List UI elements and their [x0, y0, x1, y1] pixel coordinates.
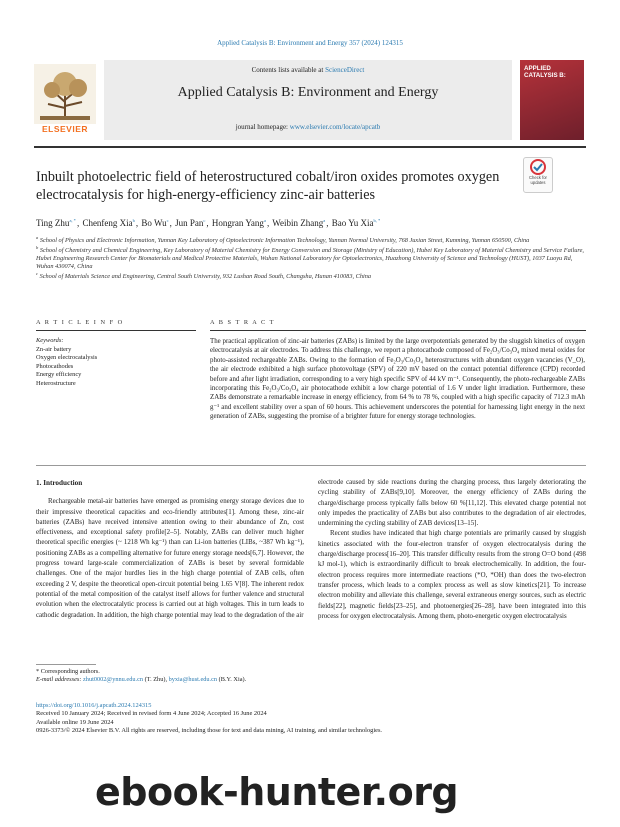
publication-footer: [36, 702, 586, 736]
email-line: E-mail addresses: zhut0002@ynnu.edu.cn (T. Zhu), byxia@hust.edu.cn (B.Y. Xia).: [36, 676, 247, 684]
article-title: Inbuilt photoelectric field of heterostructured cobalt/iron oxides promotes oxygen electrocatalysis for high-energy-efficiency zinc-air batteries: [36, 169, 500, 203]
affiliation: $^a$ School of Physics and Electronic Information, Yunnan Key Laboratory of Optoelectronic Information Technology, Yunnan Normal University, 768 Juxian Street, Kunming, Yunnan 650500, China: [36, 234, 530, 244]
paragraph: electrode caused by side reactions during the charging process, thus largely deteriorating the cycling stability of ZABs[9,10]. Moreover, the energy efficiency of ZABs during the charge/discharge process typically falls below 60 %[11,12]. This elevated charge potential not only impedes the practicality of ZABs but also contributes to the degradation of air electrodes, undermining the cycling stability of ZAB devices[13–15].: [318, 479, 586, 528]
author[interactable]: Ting Zhu$^{a, *}$: [36, 218, 76, 228]
author[interactable]: Jun Pan$^c$: [175, 218, 206, 228]
paragraph: Recent studies have indicated that high charge potentials are primarily caused by sluggish kinetics associated with the four-electron transfer of oxygen electrocatalysis during the charge/discharge process[16–20]. This transfer difficulty results from the strong O=O bond (498 kJ mol-1), which is extraordinarily difficult to break electrochemically. In addition, the four-electron process requires more intermediate reactions (*O, *OH) than does the two-electron transfer process, which leads to a complex process as well as slow kinetics[21]. To increase electron mobility and alleviate this challenge, several extraneous energy sources, such as electric fields[22], magnetic fields[23–25], and photoenergies[26–28], have been integrated into this process for oxygen electrocatalysis. Among them, photo-energetic oxygen electrocatalysis: [318, 530, 586, 620]
header-divider: [34, 146, 586, 148]
homepage-prefix: journal homepage:: [235, 123, 290, 131]
email-link[interactable]: zhut0002@ynnu.edu.cn: [83, 676, 144, 684]
abstract-label: A B S T R A C T: [210, 319, 276, 326]
section-heading: 1. Introduction: [36, 479, 83, 487]
keyword: Zn-air battery: [36, 346, 72, 353]
footnote-divider: [36, 664, 96, 665]
body-column-right: [318, 478, 586, 622]
homepage-link[interactable]: www.elsevier.com/locate/apcatb: [289, 123, 381, 131]
affiliation: $^c$ School of Materials Science and Engineering, Central South University, 932 Lushan Road South, Changsha, Hunan 410083, China: [36, 270, 372, 280]
affiliation: $^b$ School of Chemistry and Chemical Engineering, Key Laboratory of Material Chemistry for Energy Conversion and Storage (Ministry of Education), Hubei Key Laboratory of Material Chemistry and Service Failure, Hubei Engineering Research Center for Biomaterials and Medical Protective Materials, Wuhan National Laboratory for Optoelectronics, Huazhong University of Science and Technology (HUST), 1037 Luoyu Rd, Wuhan 430074, China: [36, 244, 584, 271]
journal-title: Applied Catalysis B: Environment and Energy: [177, 85, 439, 100]
abstract-text: The practical application of zinc-air batteries (ZABs) is limited by the large overpotentials generated by the sluggish kinetics of oxygen electrocatalysis at air electrodes. To address this challenge, we report a photocathode composed of Fe₂O₃/Co₃O₄ mixed metal oxides for photo-assisted rechargeable ZABs. Owing to the formation of Fe₂O₃/Co₃O₄ heterostructures with abundant oxygen vacancies (V_O), the air electrode exhibited a high surface photovoltage (SPV) of 220 mV based on the contact potential difference (CPD) recorded before and after light irradiation, corresponding to a very high specific SPV of 44 kV m⁻¹. Consequently, the photo-rechargeable ZABs incorporating this Fe₂O₃/Co₃O₄ air photocathode exhibit a low charge potential of 1.6 V under light irradiation. Furthermore, these ZABs demonstrate a remarkable increase in energy efficiency, from 64 % to 78 %, coupled with a high specific capacity of 712.3 mAh g⁻¹ and excellent stability over a span of 60 hours. This achievement underscores the potential for harnessing light energy in the next generation of ZABs, suggesting the promise of a brighter future for energy storage technologies.: [210, 338, 585, 421]
available-date: Available online 19 June 2024: [36, 718, 114, 726]
author[interactable]: Chenfeng Xia$^b$: [82, 218, 135, 228]
author[interactable]: Hongran Yang$^a$: [211, 218, 266, 228]
abstract-divider: [210, 330, 586, 331]
keyword: Heterostructure: [36, 379, 76, 387]
author[interactable]: Bao Yu Xia$^{b, *}$: [331, 218, 381, 228]
author[interactable]: Bo Wu$^c$: [141, 218, 169, 228]
article-info-label: A R T I C L E I N F O: [36, 319, 124, 326]
homepage-line: [104, 123, 512, 131]
elsevier-tree-logo: [34, 64, 96, 124]
check-updates-label: Check for updates: [529, 175, 547, 185]
keywords-title: Keywords:: [36, 337, 64, 344]
abstract-bottom-divider: [36, 465, 586, 466]
corresponding-note: * Corresponding authors.: [36, 668, 100, 675]
contents-prefix: Contents lists available at: [251, 66, 326, 74]
copyright: 0926-3373/© 2024 Elsevier B.V. All rights are reserved, including those for text and data mining, AI training, and similar technologies.: [36, 727, 383, 735]
body-column-left: [36, 478, 304, 621]
footnote: [36, 668, 336, 685]
check-updates-icon: [524, 158, 552, 176]
author-list: Ting Zhu$^{a, *}$, Chenfeng Xia$^b$, Bo Wu$^c$, Jun Pan$^c$, Hongran Yang$^a$, Weibin Zhang$^a$, Bao Yu Xia$^{b, *}$: [36, 218, 381, 228]
keyword: Photocathodes: [36, 362, 74, 370]
email-link[interactable]: byxia@hust.edu.cn: [168, 676, 218, 684]
watermark-text: ebook-hunter.org: [95, 770, 459, 814]
received-dates: Received 10 January 2024; Received in revised form 4 June 2024; Accepted 16 June 2024: [36, 710, 267, 718]
journal-reference-link[interactable]: Applied Catalysis B: Environment and Energy 357 (2024) 124315: [217, 39, 403, 47]
cover-title: APPLIED CATALYSIS B:: [524, 65, 566, 79]
affiliations: [36, 234, 586, 283]
info-divider: [36, 330, 196, 331]
keyword: Oxygen electrocatalysis: [36, 354, 98, 362]
contents-line: [104, 66, 512, 74]
author[interactable]: Weibin Zhang$^a$: [272, 218, 326, 228]
paragraph: Rechargeable metal-air batteries have emerged as promising energy storage devices due to their impressive theoretical capacities and eco-friendly attributes[1]. Among these, zinc-air batteries (ZABs) have received intensive attention owing to their abundance of Zn, cost effectiveness, and exceptional safety profile[2–5]. Notably, ZABs can deliver much higher theoretical specific energies (~ 1218 Wh kg⁻¹) than can Li-ion batteries (LIBs, ~387 Wh kg⁻¹), positioning ZABs as a compelling alternative for future energy storage needs[6,7]. However, the progress toward large-scale commercialization of ZABs is beset by several formidable challenges. One of the major hurdles lies in the high charge potential of ZAB cells, often exceeding 2 V, despite the theoretical open-circuit potential being 1.65 V[8]. The inherent redox potential of the metal composition of the catalyst itself allows for further valence and structural evolution when the electrocatalytic process is carried out at high voltages. This in turn leads to cathodic degradation. In addition, the high charge potential may lead to the degradation of the air: [36, 498, 304, 619]
doi-link[interactable]: https://doi.org/10.1016/j.apcatb.2024.124315: [36, 702, 152, 709]
sciencedirect-link[interactable]: ScienceDirect: [325, 66, 365, 74]
publisher-logo-text: ELSEVIER: [41, 124, 89, 134]
keyword: Energy efficiency: [36, 371, 82, 379]
keyword-list: [36, 346, 97, 388]
